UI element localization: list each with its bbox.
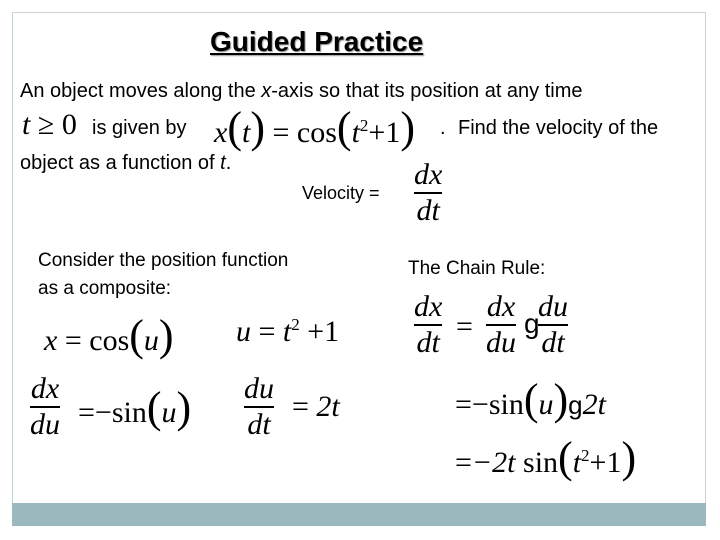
math-op: = xyxy=(64,324,82,357)
math-op: − xyxy=(94,396,112,429)
du-dt-fraction xyxy=(244,372,274,442)
math-paren: ) xyxy=(621,433,637,482)
math-term: +1 xyxy=(589,446,622,479)
chain-dx-dt xyxy=(414,290,442,360)
numerator: du xyxy=(244,372,274,405)
math-exp: 2 xyxy=(291,315,300,334)
chain-dx-du xyxy=(486,290,516,360)
math-paren: ( xyxy=(146,383,162,432)
consider-line-1: Consider the position function xyxy=(38,250,289,271)
numerator: dx xyxy=(414,290,443,323)
math-op: = xyxy=(292,390,309,423)
math-var: t xyxy=(22,108,31,141)
problem-line-1 xyxy=(20,80,583,103)
math-var: u xyxy=(161,396,177,429)
math-paren: ( xyxy=(558,433,573,482)
math-var: t xyxy=(351,116,360,149)
math-var: x xyxy=(44,324,58,357)
numerator: dx xyxy=(486,290,516,323)
math-term: 2t xyxy=(316,390,340,423)
condition-formula xyxy=(22,108,77,142)
problem-variable: t xyxy=(220,152,226,174)
chain-equals: = xyxy=(456,310,473,343)
dot-operator: g xyxy=(524,308,540,339)
dot-operator: g xyxy=(568,390,583,420)
math-exp: 2 xyxy=(359,116,369,135)
math-func: cos xyxy=(89,324,130,357)
math-var: u xyxy=(236,315,251,348)
math-paren: ( xyxy=(129,311,144,360)
is-given-by-text: is given by xyxy=(92,117,187,139)
denominator: dt xyxy=(247,408,271,441)
math-term: +1 xyxy=(307,315,340,348)
math-op: = xyxy=(272,116,290,149)
slide-title: Guided Practice xyxy=(210,26,424,57)
math-op: = xyxy=(258,315,276,348)
denominator: du xyxy=(30,408,60,441)
chain-step-2 xyxy=(455,374,606,425)
denominator: dt xyxy=(541,326,565,359)
math-exp: 2 xyxy=(581,446,590,465)
problem-text: . xyxy=(225,152,232,174)
period-text: . xyxy=(440,117,446,139)
math-num: 0 xyxy=(61,108,77,141)
numerator: du xyxy=(538,290,568,323)
denominator: du xyxy=(486,326,516,359)
footer-bar xyxy=(12,503,706,526)
find-velocity-text: Find the velocity of the xyxy=(458,117,659,139)
du-dt-result xyxy=(292,390,340,424)
chain-du-dt xyxy=(538,290,568,360)
math-var: u xyxy=(538,388,554,421)
math-op: = xyxy=(78,396,95,429)
problem-text: -axis so that its position at any time xyxy=(271,80,583,102)
math-var: t xyxy=(282,315,292,348)
problem-text: object as a function of xyxy=(20,152,221,174)
math-op: = xyxy=(455,446,472,479)
position-formula xyxy=(214,102,415,153)
velocity-label: Velocity = xyxy=(302,183,380,203)
math-term: +1 xyxy=(368,116,401,149)
numerator: dx xyxy=(30,372,60,405)
consider-line-2: as a composite: xyxy=(38,278,172,299)
denominator: dt xyxy=(416,194,440,227)
math-paren: ( xyxy=(523,375,539,424)
math-paren: ) xyxy=(250,103,265,152)
math-func: sin xyxy=(523,446,559,479)
composite-inner xyxy=(236,315,339,349)
math-op: = xyxy=(455,388,472,421)
composite-outer xyxy=(44,310,174,361)
math-paren: ) xyxy=(158,311,174,360)
math-var: u xyxy=(143,324,159,357)
math-paren: ( xyxy=(336,103,352,152)
math-term: −2t xyxy=(471,446,516,479)
math-func: sin xyxy=(488,388,524,421)
math-paren: ( xyxy=(227,103,242,152)
chain-step-3 xyxy=(455,432,636,483)
denominator: dt xyxy=(416,326,440,359)
dx-du-fraction xyxy=(30,372,60,442)
math-var: x xyxy=(214,116,228,149)
math-term: 2t xyxy=(582,388,606,421)
numerator: dx xyxy=(414,158,443,191)
math-func: sin xyxy=(111,396,147,429)
math-op: − xyxy=(471,388,489,421)
problem-variable: x xyxy=(261,80,272,102)
math-func: cos xyxy=(296,116,337,149)
math-paren: ) xyxy=(400,103,415,152)
math-var: t xyxy=(572,446,582,479)
dx-du-result xyxy=(78,382,191,433)
chain-rule-label: The Chain Rule: xyxy=(408,258,546,279)
math-paren: ) xyxy=(553,375,569,424)
math-paren: ) xyxy=(176,383,192,432)
problem-text: An object moves along the xyxy=(20,80,262,102)
velocity-fraction xyxy=(414,158,442,228)
math-var: t xyxy=(241,116,251,149)
problem-line-3 xyxy=(20,152,231,175)
math-op: ≥ xyxy=(37,108,55,141)
